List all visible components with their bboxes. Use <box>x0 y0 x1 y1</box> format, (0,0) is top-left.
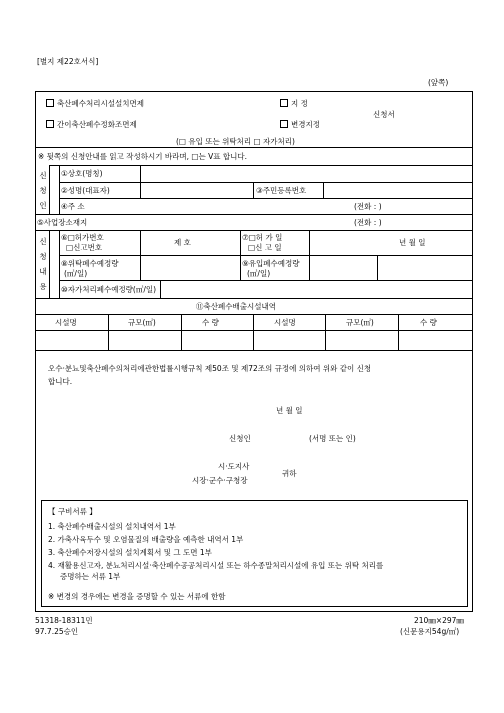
applicant-section-label: 신 청 인 <box>39 171 47 210</box>
business-name-label: ①상호(명칭) <box>61 169 103 178</box>
permit-number-value: 제 호 <box>174 238 191 247</box>
instruction-note: ※ 뒷쪽의 신청안내를 읽고 작성하시기 바라며, □는 V표 합니다. <box>38 152 247 161</box>
checkbox[interactable] <box>46 99 54 107</box>
checkbox[interactable] <box>280 120 288 128</box>
document-item: 1. 축산폐수배출시설의 설치내역서 1부 <box>48 522 176 531</box>
application-date: 년 월 일 <box>276 406 303 415</box>
declaration-text: 오수·분뇨및축산폐수의처리에관한법률시행규칙 제50조 및 제72조의 규정에 의하여 위와 같이 신청 <box>48 364 372 373</box>
document-item: 4. 재활용신고자, 분뇨처리시설·축산폐수공공처리시설 또는 하수종말처리시설에 유입 또는 위탁 처리를 <box>48 561 384 570</box>
processing-type: (□ 유입 또는 위탁처리 □ 자가처리) <box>176 137 295 146</box>
inflow-wastewater-label: ⑨유입폐수예정량 <box>242 259 300 268</box>
workplace-phone: (전화 : ) <box>354 218 382 227</box>
facility-quantity-header: 수 량 <box>202 318 219 327</box>
facility-size-header-2: 규모(㎡) <box>346 318 374 327</box>
consigned-wastewater-unit: (㎥/일) <box>64 269 88 278</box>
facility-quantity-header-2: 수 량 <box>420 318 437 327</box>
self-treatment-wastewater-label: ⑩자가처리폐수예정량(㎥/일) <box>61 285 157 294</box>
checkbox[interactable] <box>46 120 54 128</box>
document-item: 3. 축산폐수저장시설의 설치계획서 및 그 도면 1부 <box>48 548 212 557</box>
workplace-location-label: ⑤사업장소재지 <box>37 218 88 227</box>
documents-note: ※ 변경의 경우에는 변경을 증명할 수 있는 서류에 한함 <box>48 592 226 601</box>
signature-placeholder: (서명 또는 인) <box>309 434 356 443</box>
checkbox[interactable] <box>280 99 288 107</box>
paper-size: 210㎜×297㎜ <box>414 616 464 625</box>
permit-date-label: ⑦□허 가 일 <box>242 233 283 242</box>
representative-name-label: ②성명(대표자) <box>61 186 110 195</box>
address-phone: (전화 : ) <box>354 202 382 211</box>
recipient-governor: 시·도지사 <box>218 462 250 471</box>
consigned-wastewater-label: ⑧위탁폐수예정량 <box>61 259 119 268</box>
required-documents-title: 【 구비서류 】 <box>48 507 97 516</box>
permit-number-label: ⑥□허가번호 <box>61 233 104 242</box>
option-change-designation[interactable]: 변경지정 <box>280 120 320 129</box>
option-simple-tank-exemption[interactable]: 간이축산폐수정화조면제 <box>46 120 137 129</box>
recipient-honorific: 귀하 <box>282 469 297 478</box>
report-date-label: □신 고 일 <box>248 243 282 252</box>
title-suffix: 신청서 <box>373 110 395 119</box>
form-number: [별지 제22호서식] <box>37 57 99 66</box>
recipient-mayor: 시장·군수·구청장 <box>192 476 248 485</box>
inflow-wastewater-unit: (㎥/일) <box>247 269 271 278</box>
document-item: 2. 가축사육두수 및 오염물질의 배출량을 예측한 내역서 1부 <box>48 535 244 544</box>
facility-name-header-2: 시설명 <box>274 318 296 327</box>
applicant-signature-label: 신청인 <box>229 434 251 443</box>
declaration-text-end: 합니다. <box>48 377 73 386</box>
facilities-table-title: ⑪축산폐수배출시설내역 <box>196 302 276 311</box>
application-section-label: 신 청 내 용 <box>39 237 47 291</box>
address-label: ④주 소 <box>61 202 85 211</box>
paper-type: (신문용지54g/㎡) <box>400 627 460 636</box>
form-code: 51318-18311민 <box>35 616 93 625</box>
facility-name-header: 시설명 <box>55 318 77 327</box>
permit-date-value: 년 월 일 <box>399 238 426 247</box>
option-installation-exemption[interactable]: 축산폐수처리시설설치면제 <box>46 99 144 108</box>
option-designation[interactable]: 지 정 <box>280 99 308 108</box>
facility-size-header: 규모(㎡) <box>128 318 156 327</box>
resident-number-label: ③주민등록번호 <box>256 186 307 195</box>
page-side: (앞쪽) <box>428 78 449 87</box>
approval-date: 97.7.25승인 <box>35 627 79 636</box>
document-item-continued: 증명하는 서류 1부 <box>60 572 121 581</box>
report-number-label: □신고번호 <box>66 243 103 252</box>
